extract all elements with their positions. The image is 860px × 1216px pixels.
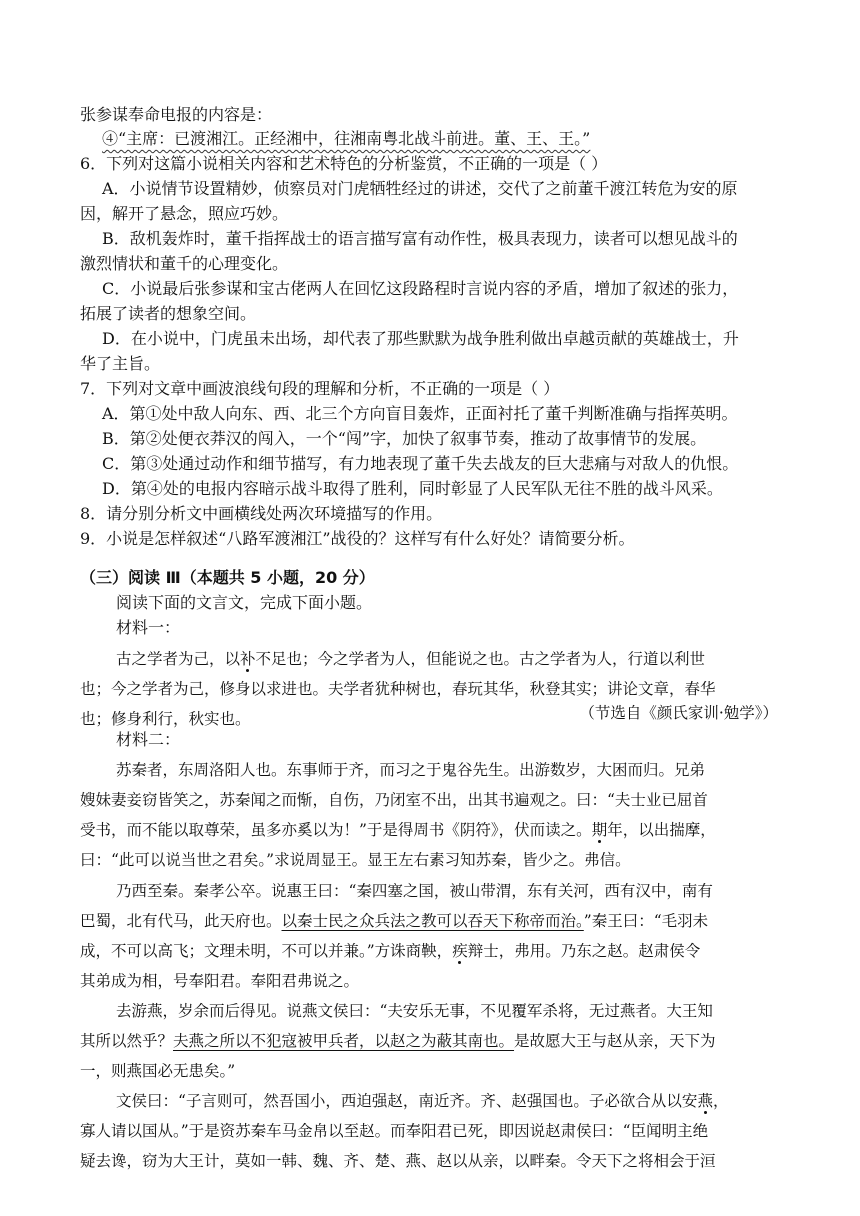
material-2-p2-line-3: 成，不可以高飞；文理未明，不可以并兼。”方诛商鞅，疾辩士，弗用。乃东之赵。赵肃侯令 [80,942,701,960]
material-2-p3-line-3: 一，则燕国必无患矣。” [80,1062,236,1080]
material-2-p2-line-2: 巴蜀，北有代马，此天府也。以秦士民之众兵法之教可以吞天下称帝而治。”秦王曰：“毛羽未 [80,912,709,930]
question-6-option-a: A．小说情节设置精妙，侦察员对门虎牺牲经过的讲述，交代了之前董千渡江转危为安的原 [102,179,738,198]
question-6-option-b-cont: 激烈情状和董千的心理变化。 [80,254,289,273]
question-7-option-a: A．第①处中敌人向东、西、北三个方向盲目轰炸，正面衬托了董千判断准确与指挥英明。 [102,404,738,423]
dotted-char: 期 [591,821,608,839]
material-2-p1-line-3: 受书，而不能以取尊荣，虽多亦奚以为！”于是得周书《阴符》，伏而读之。期年，以出揣摩， [80,821,716,839]
material-2-label: 材料二： [116,730,181,749]
question-6-option-d: D．在小说中，门虎虽未出场，却代表了那些默默为战争胜利做出卓越贡献的英雄战士，升 [102,329,739,348]
dotted-char: 燕 [697,1092,713,1110]
telegram-content: ④“主席：已渡湘江。正经湘中，往湘南粤北战斗前进。董、王、王。” [102,129,591,148]
section-3-title: （三）阅读 Ⅲ（本题共 5 小题，20 分） [80,568,375,587]
material-1-label: 材料一： [116,618,181,637]
material-1-line-3: 也；修身利行，秋实也。 [80,710,251,728]
material-2-p4-line-2: 寡人请以国从。”于是资苏秦车马金帛以至赵。而奉阳君已死，即因说赵肃侯曰：“臣闻明主绝 [80,1122,709,1140]
material-2-p1-line-2: 嫂妹妻妾窃皆笑之，苏秦闻之而惭，自伤，乃闭室不出，出其书遍观之。曰：“夫士业已屈首 [80,791,708,809]
material-1-source: （节选自《颜氏家训·勉学》） [579,704,778,722]
material-2-p1-line-4: 曰：“此可以说当世之君矣。”求说周显王。显王左右素习知苏秦，皆少之。弗信。 [80,851,631,869]
underlined-sentence: 以秦士民之众兵法之教可以吞天下称帝而治。 [281,912,584,930]
question-7-option-c: C．第③处通过动作和细节描写，有力地表现了董千失去战友的巨大悲痛与对敌人的仇恨。 [102,454,739,473]
material-1-line-2: 也；今之学者为己，修身以求进也。夫学者犹种树也，春玩其华，秋登其实；讲论文章，春华 [80,680,716,698]
material-1-line-1: 古之学者为己，以补不足也；今之学者为人，但能说之也。古之学者为人，行道以利世 [116,650,706,668]
material-2-p3-line-2: 其所以然乎？夫燕之所以不犯寇被甲兵者，以赵之为蔽其南也。是故愿大王与赵从亲，天下为 [80,1032,716,1050]
question-6-option-c: C．小说最后张参谋和宝古佬两人在回忆这段路程时言说内容的矛盾，增加了叙述的张力， [102,279,739,298]
question-6-option-d-cont: 华了主旨。 [80,354,161,373]
question-6-option-a-cont: 因，解开了悬念，照应巧妙。 [80,204,289,223]
question-8: 8．请分别分析文中画横线处两次环境描写的作用。 [80,504,443,523]
material-2-p2-line-1: 乃西至秦。秦孝公卒。说惠王曰：“秦四塞之国，被山带渭，东有关河，西有汉中，南有 [116,882,713,900]
question-7-stem: 7．下列对文章中画波浪线句段的理解和分析，不正确的一项是（ ） [80,379,560,398]
question-6-option-c-cont: 拓展了读者的想象空间。 [80,304,257,323]
question-9: 9．小说是怎样叙述“八路军渡湘江”战役的？这样写有什么好处？请简要分析。 [80,529,635,548]
material-2-p1-line-1: 苏秦者，东周洛阳人也。东事师于齐，而习之于鬼谷先生。出游数岁，大困而归。兄弟 [116,761,706,779]
question-6-stem: 6．下列对这篇小说相关内容和艺术特色的分析鉴赏，不正确的一项是（ ） [80,154,608,173]
material-2-p4-line-1: 文侯曰：“子言则可，然吾国小，西迫强赵，南近齐。齐、赵强国也。子必欲合从以安燕， [116,1092,729,1110]
question-7-option-d: D．第④处的电报内容暗示战斗取得了胜利，同时彰显了人民军队无往不胜的战斗风采。 [102,479,723,498]
material-2-p3-line-1: 去游燕，岁余而后得见。说燕文侯曰：“夫安乐无事，不见覆军杀将，无过燕者。大王知 [116,1002,713,1020]
telegram-intro: 张参谋奉命电报的内容是： [80,105,273,124]
material-2-p2-line-4: 其弟成为相，号奉阳君。奉阳君弗说之。 [80,972,360,990]
dotted-char: 疾 [452,942,468,960]
material-2-p4-line-3: 疑去谗，窃为大王计，莫如一韩、魏、齐、楚、燕、赵以从亲，以畔秦。令天下之将相会于洹 [80,1152,716,1170]
underlined-sentence: 夫燕之所以不犯寇被甲兵者，以赵之为蔽其南也。 [173,1032,515,1050]
section-3-instruction: 阅读下面的文言文，完成下面小题。 [116,593,373,612]
question-6-option-b: B．敌机轰炸时，董千指挥战士的语言描写富有动作性，极具表现力，读者可以想见战斗的 [102,229,738,248]
question-7-option-b: B．第②处便衣莽汉的闯入，一个“闯”字，加快了叙事节奏，推动了故事情节的发展。 [102,429,707,448]
dotted-char: 补 [240,650,256,668]
